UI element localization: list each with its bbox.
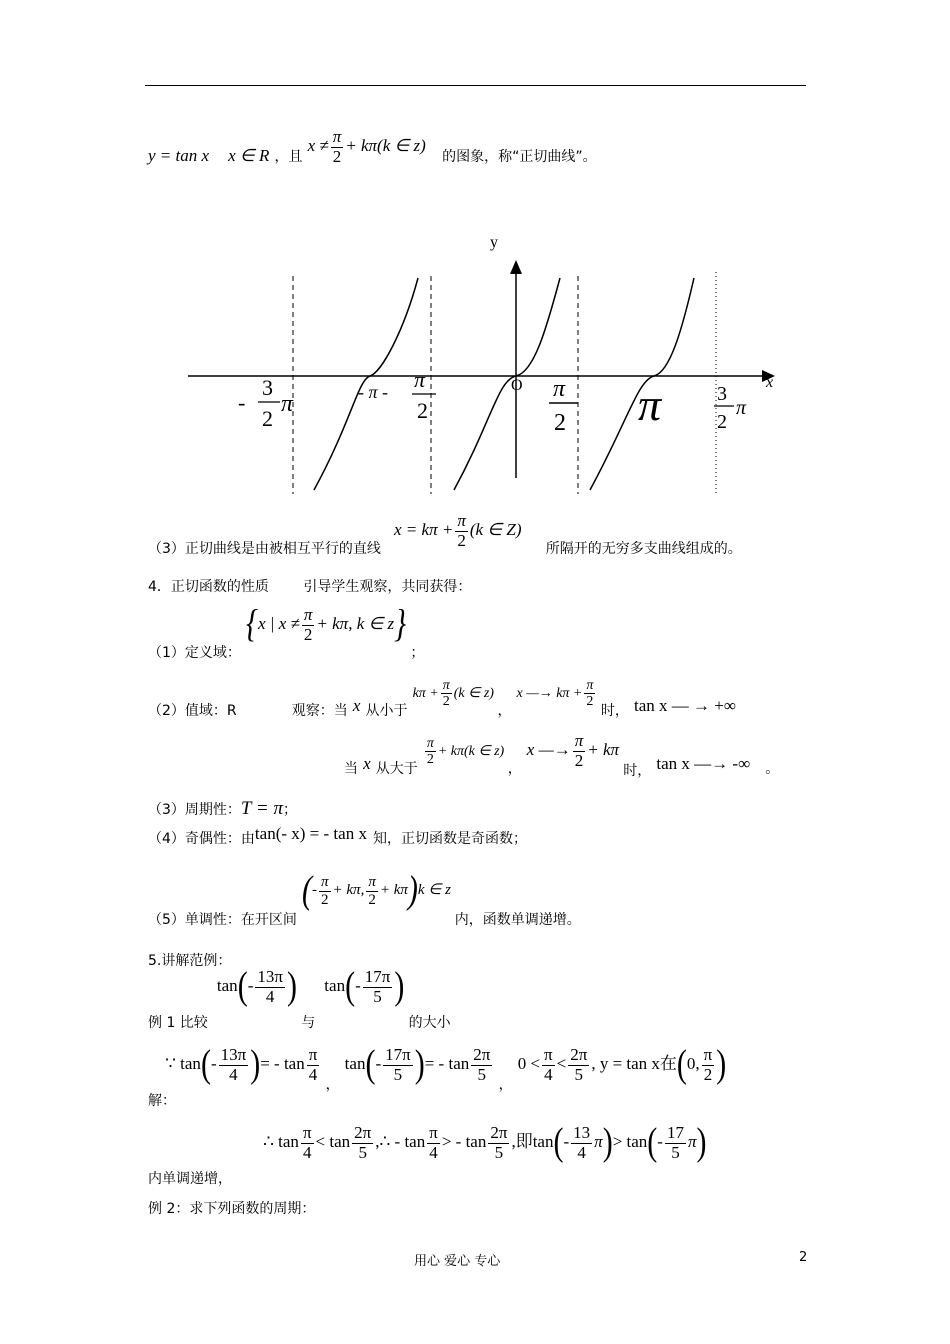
y-axis-arrow — [510, 260, 522, 274]
fraction: $\frac{\pi}{4}$ — [308, 1045, 318, 1084]
fraction: $\frac{\pi}{2}$ — [457, 511, 466, 550]
tick-neg-3half-num: 3 — [262, 375, 273, 400]
tick-neg-half-num: π — [414, 367, 426, 392]
x-axis-label: x — [766, 374, 774, 391]
footer-motto: 用心 爱心 专心 — [414, 1254, 501, 1269]
fraction: $\frac{\pi}{4}$ — [429, 1123, 438, 1162]
tick-3half-num: 3 — [717, 383, 727, 405]
domain-property: （1）定义域： {x | x ≠ $\frac{\pi}{2}$ + kπ, k ∈ z} ； — [148, 603, 425, 662]
fraction: $\frac{\pi}{2}$ — [321, 874, 329, 908]
tick-half-den: 2 — [554, 410, 566, 436]
fraction: $\frac{\pi}{2}$ — [442, 678, 450, 710]
fraction: $\frac{13}{4}$ — [573, 1123, 591, 1162]
fraction: $\frac{\pi}{2}$ — [586, 678, 594, 710]
fraction: $\frac{2\pi}{5}$ — [354, 1123, 372, 1162]
tick-pi: π — [638, 379, 662, 430]
example-1: 例 1 比较 tan(- $\frac{13\pi}{4}$ ) 与 tan(- $\frac{17\pi}{5}$ ) 的大小 — [148, 965, 451, 1032]
fraction: $\frac{2\pi}{5}$ — [570, 1045, 588, 1084]
tangent-curve-graph — [0, 0, 950, 520]
section-5-heading: 5.讲解范例： — [148, 953, 232, 969]
example-2: 例 2：求下列函数的周期： — [148, 1201, 316, 1217]
fraction: $\frac{\pi}{2}$ — [703, 1045, 713, 1084]
fraction: $\frac{17}{5}$ — [666, 1123, 684, 1162]
section-4-heading: 4．正切函数的性质 引导学生观察，共同获得： — [148, 579, 472, 595]
fraction: $\frac{\pi}{2}$ — [303, 605, 313, 644]
period-property: （3）周期性：T = π； — [148, 798, 297, 819]
y-axis-label: y — [490, 234, 498, 251]
range-property-line2: 当 x 从大于 $\frac{\pi}{2}$ + kπ(k ∈ z) ， x —→ $\frac{\pi}{2}$ + kπ 时， tan x —→ -∞ 。 — [344, 731, 780, 780]
tick-3half-pi: π — [736, 397, 747, 419]
fraction: $\frac{\pi}{2}$ — [574, 731, 584, 770]
solution-line-2: 内单调递增， ∴ tan $\frac{\pi}{4}$ < tan $\frac{2\pi}{5}$ ,∴ - tan $\frac{\pi}{4}$ > - tan $\frac{2\pi}{5}$ ,即tan(- $\frac{13}{4}$ π)> tan(- $\frac{17}{5}$ π) — [148, 1121, 707, 1188]
fraction: $\frac{\pi}{2}$ — [426, 735, 434, 768]
fraction: $\frac{\pi}{2}$ — [368, 874, 376, 908]
fraction: $\frac{\pi}{2}$ — [332, 127, 342, 166]
fraction: $\frac{13\pi}{4}$ — [257, 967, 283, 1006]
origin-label: O — [511, 377, 523, 394]
intro-equation: y = tan x — [148, 146, 210, 166]
fraction: $\frac{\pi}{4}$ — [302, 1123, 312, 1162]
asymptote-statement: （3）正切曲线是由被相互平行的直线 x = kπ + $\frac{\pi}{2}$ (k ∈ Z) 所隔开的无穷多支曲线组成的。 — [148, 511, 742, 558]
monotonicity-property: （5）单调性：在开区间 (- $\frac{\pi}{2}$ + kπ, $\frac{\pi}{2}$ + kπ)k ∈ z 内，函数单调递增。 — [148, 868, 581, 929]
intro-condition: x ≠ $\frac{\pi}{2}$ + kπ(k ∈ z) — [307, 127, 426, 166]
tick-neg-3half-den: 2 — [262, 406, 273, 431]
intro-tail: 的图象，称“正切曲线”。 — [442, 149, 597, 166]
tick-3half-den: 2 — [717, 411, 727, 433]
solution-line-1: 解： ∵ tan(- $\frac{13\pi}{4}$ )= - tan $\frac{\pi}{4}$ ， tan(- $\frac{17\pi}{5}$ )= - tan $\frac{2\pi}{5}$ ， 0 < $\frac{\pi}{4}$ < $\frac{2\pi}{5}$ , y = tan x在(0, $\frac{\pi}{2}$ ) — [148, 1043, 727, 1110]
parity-property: （4）奇偶性：由tan(- x) = - tan x 知，正切函数是奇函数； — [148, 824, 527, 847]
intro-and: ，且 — [274, 149, 303, 166]
page-number: 2 — [799, 1250, 808, 1265]
tick-half-num: π — [553, 376, 566, 402]
tick-neg-pi: - π - — [358, 382, 389, 402]
range-property-line1: （2）值域：R 观察：当 x 从小于 kπ + $\frac{\pi}{2}$ (k ∈ z) ， x —→ kπ + $\frac{\pi}{2}$ 时， tan x — → +∞ — [148, 678, 736, 720]
fraction: $\frac{13\pi}{4}$ — [220, 1045, 247, 1084]
fraction: $\frac{17\pi}{5}$ — [364, 967, 391, 1006]
tangent-branch-2 — [454, 278, 560, 490]
tick-neg-3half-pi: π — [281, 391, 294, 417]
tick-neg-half-den: 2 — [417, 398, 428, 423]
fraction: $\frac{2\pi}{5}$ — [490, 1123, 508, 1162]
fraction: $\frac{17\pi}{5}$ — [385, 1045, 411, 1084]
intro-domain: x ∈ R — [228, 146, 270, 166]
fraction: $\frac{2\pi}{5}$ — [473, 1045, 491, 1084]
fraction: $\frac{\pi}{4}$ — [544, 1045, 553, 1084]
tick-neg-3half-sign: - — [238, 390, 246, 415]
